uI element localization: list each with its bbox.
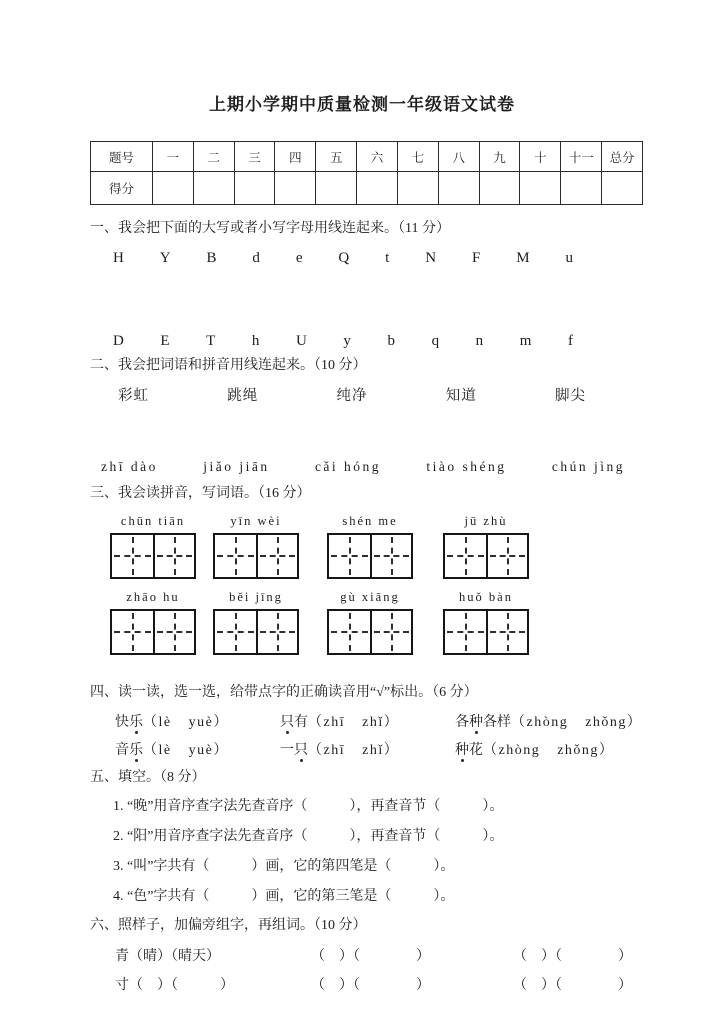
tianzige-cell <box>486 535 527 577</box>
pronunciation-item: 种花（zhòng zhǒng） <box>455 739 724 759</box>
tianzige-cell <box>215 611 256 653</box>
letter: E <box>160 333 170 349</box>
tianzige-box <box>110 533 196 579</box>
section-fill-blanks <box>0 768 724 907</box>
dotted-character: 只 <box>280 711 294 731</box>
pronunciation-options: （lè yuè） <box>143 743 229 758</box>
grid-pinyin-label: yīn wèi <box>230 514 282 528</box>
pinyin-word: jiǎo jiān <box>203 459 270 474</box>
dotted-character: 种 <box>455 739 469 759</box>
grid-pinyin-label: shén me <box>342 514 398 528</box>
tianzige-cell <box>370 611 411 653</box>
letter: H <box>113 250 124 266</box>
tianzige-box <box>213 533 299 579</box>
tianzige-cell <box>256 611 297 653</box>
score-table-header-cell: 八 <box>438 142 479 172</box>
letter: m <box>519 333 532 349</box>
score-table-header-row <box>91 142 643 172</box>
word: 纯净 <box>336 388 368 404</box>
page-title: 上期小学期中质量检测一年级语文试卷 <box>209 95 515 114</box>
score-cell <box>602 172 643 205</box>
pinyin-row <box>101 459 625 475</box>
writing-grid-group <box>443 514 529 579</box>
tianzige-cell <box>256 535 297 577</box>
pronunciation-options: （zhòng zhǒng） <box>483 743 615 758</box>
dotted-character: 乐 <box>129 711 143 731</box>
pinyin-word: cǎi hóng <box>314 459 382 474</box>
writing-grid-row-top <box>90 514 724 579</box>
radical-row-top <box>115 945 724 965</box>
section5-heading: 五、填空。（8 分） <box>90 770 206 785</box>
fill-blank-item: 3. “叫”字共有（ ）画，它的第四笔是（ ）。 <box>113 859 455 874</box>
letter: t <box>385 250 390 266</box>
tianzige-box <box>110 609 196 655</box>
tianzige-cell <box>215 535 256 577</box>
letter: y <box>343 333 351 349</box>
radical-example: 青（晴）（晴天） <box>115 949 220 964</box>
letter: N <box>425 250 437 266</box>
score-cell <box>193 172 234 205</box>
grid-pinyin-label: zhāo hu <box>126 590 180 604</box>
letter: F <box>471 250 481 266</box>
score-table-header-cell: 二 <box>193 142 234 172</box>
section-choose-pronunciation <box>0 683 724 759</box>
pronunciation-options: （zhī zhǐ） <box>308 743 400 758</box>
dotted-character: 种 <box>469 711 483 731</box>
tianzige-cell <box>153 535 194 577</box>
letter: q <box>431 333 440 349</box>
score-table-header-cell: 九 <box>479 142 520 172</box>
score-table-header-cell: 三 <box>234 142 275 172</box>
section2-heading: 二、我会把词语和拼音用线连起来。（10 分） <box>90 358 367 373</box>
pronunciation-row-bottom <box>115 739 724 759</box>
pinyin-word: zhī dào <box>101 459 158 474</box>
writing-grid-row-bottom <box>90 590 724 655</box>
tianzige-cell <box>153 611 194 653</box>
radical-example: 寸（ ）（ ） <box>115 978 234 993</box>
word: 跳绳 <box>227 388 259 404</box>
tianzige-box <box>213 609 299 655</box>
tianzige-cell <box>329 535 370 577</box>
pronunciation-row-top <box>115 711 724 731</box>
letter: M <box>516 250 530 266</box>
radical-blank-pair: （ ）（ ） <box>513 949 632 964</box>
radical-blank-pair: （ ）（ ） <box>311 978 430 993</box>
score-cell <box>561 172 602 205</box>
uppercase-lowercase-letter-row-top <box>113 250 573 267</box>
score-table-header-cell: 四 <box>275 142 316 172</box>
letter: h <box>251 333 260 349</box>
dotted-character: 只 <box>294 739 308 759</box>
pronunciation-item: 快乐（lè yuè） <box>115 711 280 731</box>
score-cell <box>153 172 194 205</box>
letter: f <box>567 333 573 349</box>
pronunciation-item: 一只（zhī zhǐ） <box>280 739 455 759</box>
writing-grid-group <box>110 590 196 655</box>
writing-grid-group <box>110 514 196 579</box>
tianzige-cell <box>445 611 486 653</box>
pinyin-word: tiào shéng <box>426 459 507 474</box>
writing-grid-group <box>213 590 299 655</box>
score-cell <box>397 172 438 205</box>
radical-blank-pair: （ ）（ ） <box>513 978 632 993</box>
score-table-header-cell: 五 <box>316 142 357 172</box>
word: 彩虹 <box>118 388 149 404</box>
radical-row-bottom <box>115 974 724 994</box>
letter: n <box>475 333 484 349</box>
grid-pinyin-label: gù xiāng <box>340 590 400 604</box>
letter: e <box>295 250 303 266</box>
section-letter-matching <box>0 219 724 350</box>
pronunciation-options: （zhī zhǐ） <box>308 715 400 730</box>
dotted-character: 乐 <box>129 739 143 759</box>
score-table-corner-label: 题号 <box>91 142 153 172</box>
letter: b <box>387 333 395 349</box>
score-cell <box>275 172 316 205</box>
pronunciation-options: （zhòng zhǒng） <box>511 715 643 730</box>
tianzige-cell <box>486 611 527 653</box>
tianzige-cell <box>370 535 411 577</box>
grid-pinyin-label: chūn tiān <box>120 514 186 528</box>
tianzige-cell <box>112 535 153 577</box>
pronunciation-item: 只有（zhī zhǐ） <box>280 711 455 731</box>
radical-blank-pair: （ ）（ ） <box>311 949 430 964</box>
tianzige-box <box>327 533 413 579</box>
section-write-from-pinyin <box>0 484 724 655</box>
score-table-header-cell: 七 <box>397 142 438 172</box>
writing-grid-group <box>213 514 299 579</box>
score-table-header-cell: 十一 <box>561 142 602 172</box>
section6-heading: 六、照样子，加偏旁组字，再组词。（10 分） <box>90 918 367 933</box>
fill-blank-item: 4. “色”字共有（ ）画，它的第三笔是（ ）。 <box>113 889 455 904</box>
score-cell <box>438 172 479 205</box>
score-cell <box>357 172 398 205</box>
tianzige-box <box>327 609 413 655</box>
score-cell <box>479 172 520 205</box>
writing-grid-group <box>327 514 413 579</box>
letter: D <box>113 333 124 349</box>
letter: Y <box>159 250 171 266</box>
tianzige-cell <box>112 611 153 653</box>
pinyin-word: chún jìng <box>551 459 625 474</box>
section3-heading: 三、我会读拼音，写词语。（16 分） <box>90 486 311 501</box>
tianzige-cell <box>329 611 370 653</box>
letter: d <box>252 250 260 266</box>
score-table <box>90 141 643 205</box>
letter: U <box>296 333 307 349</box>
writing-grid-group <box>327 590 413 655</box>
grid-pinyin-label: huǒ bàn <box>459 590 513 604</box>
grid-pinyin-label: jū zhù <box>464 514 508 528</box>
score-table-header-cell: 总分 <box>602 142 643 172</box>
tianzige-box <box>443 609 529 655</box>
letter: u <box>565 250 573 266</box>
writing-grid-group <box>443 590 529 655</box>
score-table-header-cell: 六 <box>357 142 398 172</box>
tianzige-cell <box>445 535 486 577</box>
letter: B <box>206 250 217 266</box>
grid-pinyin-label: běi jīng <box>229 590 283 604</box>
score-table-header-cell: 十 <box>520 142 561 172</box>
score-table-header-cell: 一 <box>153 142 194 172</box>
fill-blank-item: 2. “阳”用音序查字法先查音序（ ），再查音节（ ）。 <box>113 829 504 844</box>
pronunciation-item: 音乐（lè yuè） <box>115 739 280 759</box>
letter: T <box>206 333 216 349</box>
score-cell <box>316 172 357 205</box>
fill-blank-item: 1. “晚”用音序查字法先查音序（ ），再查音节（ ）。 <box>113 799 504 814</box>
word-row <box>118 384 586 405</box>
section4-heading: 四、读一读，选一选，给带点字的正确读音用“√”标出。（6 分） <box>90 685 478 700</box>
score-cell <box>520 172 561 205</box>
letter: Q <box>338 250 350 266</box>
score-row-label: 得分 <box>91 172 153 205</box>
tianzige-box <box>443 533 529 579</box>
section1-heading: 一、我会把下面的大写或者小写字母用线连起来。（11 分） <box>90 221 450 236</box>
pronunciation-item: 各种各样（zhòng zhǒng） <box>455 711 724 731</box>
word: 脚尖 <box>555 388 586 404</box>
pronunciation-options: （lè yuè） <box>143 715 229 730</box>
section-add-radicals <box>0 916 724 994</box>
section-word-pinyin-matching <box>0 356 724 475</box>
score-table-score-row <box>91 172 643 205</box>
word: 知道 <box>445 388 477 404</box>
uppercase-lowercase-letter-row-bottom <box>113 333 573 350</box>
score-cell <box>234 172 275 205</box>
